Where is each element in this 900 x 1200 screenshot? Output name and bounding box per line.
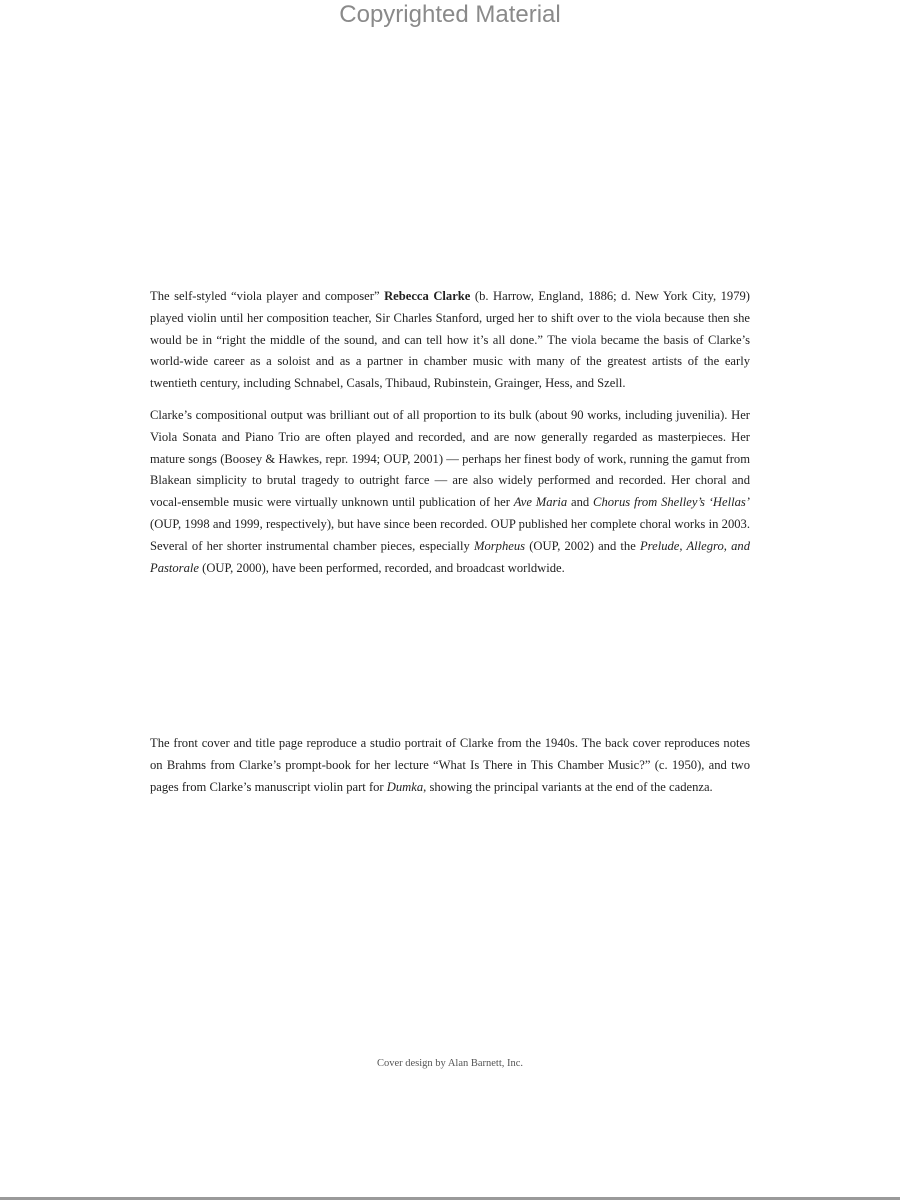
title-dumka: Dumka — [386, 780, 424, 794]
title-chorus-hellas: Chorus from Shelley’s ‘Hellas’ — [593, 495, 750, 510]
p2-text-4: (OUP, 2002) and the — [525, 538, 640, 553]
biography-section — [150, 286, 750, 589]
title-prelude-allegro-pastorale: Prelude, Allegro, and Pastorale — [150, 538, 750, 575]
cover-note-text-1: The front cover and title page reproduce a studio portrait of Clarke from the 1940s. The back cover reproduces notes on Brahms from Clarke’s prompt-book for her lecture “What Is There in This Chamber Music?” (c. 1950), and two pages from Clarke’s manuscript violin part for — [150, 736, 750, 794]
cover-note-text-2: , showing the principal variants at the end of the cadenza. — [423, 780, 713, 794]
biography-paragraph-2 — [150, 405, 750, 579]
copyright-watermark: Copyrighted Material — [339, 1, 561, 28]
composer-name: Rebecca Clarke — [384, 289, 471, 303]
biography-paragraph-1 — [150, 286, 750, 395]
p1-body-text: (b. Harrow, England, 1886; d. New York City, 1979) played violin until her composition teacher, Sir Charles Stanford, urged her to shift over to the viola because then she would be in “right the middle of the sound, and can tell how it’s all done.” The viola became the basis of Clarke’s world-wide career as a soloist and as a partner in chamber music with many of the greatest artists of the early twentieth century, including Schnabel, Casals, Thibaud, Rubinstein, Grainger, Hess, and Szell. — [150, 289, 750, 391]
cover-note-paragraph — [150, 732, 750, 798]
p2-text-1: Clarke’s compositional output was brilliant out of all proportion to its bulk (about 90 works, including juvenilia). Her Viola Sonata and Piano Trio are often played and recorded, and are now generally regarded as masterpieces. Her mature songs (Boosey & Hawkes, repr. 1994; OUP, 2001) — perhaps her finest body of work, running the gamut from Blakean simplicity to brutal tragedy to outright farce — are also widely performed and recorded. Her choral and vocal-ensemble music were virtually unknown until publication of her — [150, 407, 750, 510]
cover-note-section — [150, 732, 750, 798]
title-ave-maria: Ave Maria — [513, 495, 568, 510]
cover-design-credit: Cover design by Alan Barnett, Inc. — [376, 1058, 524, 1069]
p2-text-5: (OUP, 2000), have been performed, recorded, and broadcast worldwide. — [198, 560, 565, 575]
p2-text-2: and — [567, 495, 594, 510]
title-morpheus: Morpheus — [473, 538, 526, 553]
p2-text-3: (OUP, 1998 and 1999, respectively), but have since been recorded. OUP published her complete choral works in 2003. Several of her shorter instrumental chamber pieces, especially — [150, 516, 750, 553]
p1-intro-text: The self-styled “viola player and composer” — [150, 289, 385, 303]
